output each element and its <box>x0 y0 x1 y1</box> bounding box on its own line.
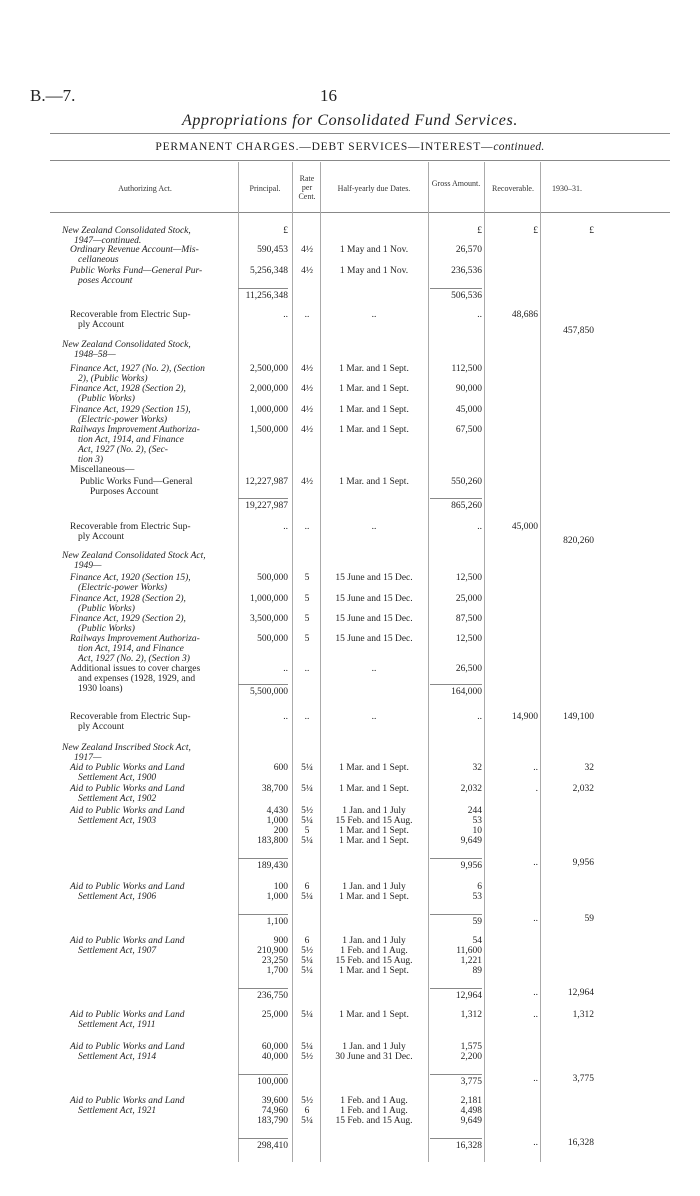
row-act-text: Settlement Act, 1914 <box>78 1052 157 1062</box>
due-dates-cell: 1 Jan. and 1 July <box>342 806 406 816</box>
row-act-text: Finance Act, 1928 (Section 2), <box>70 384 186 394</box>
year-amount-cell: 457,850 <box>563 326 594 336</box>
year-amount-cell: 9,956 <box>572 858 594 868</box>
gross-amount-cell: 53 <box>472 816 482 826</box>
principal-cell: 183,800 <box>257 836 288 846</box>
principal-cell: £ <box>283 226 288 236</box>
row-act-text: 1917— <box>74 753 102 763</box>
rate-cell: 5 <box>304 614 310 624</box>
row-act-text: 1930 loans) <box>78 684 123 694</box>
gross-amount-cell: .. <box>477 310 482 320</box>
rate-cell: 5 <box>304 573 310 583</box>
gross-amount-cell: 4,498 <box>460 1106 482 1116</box>
row-act-text: Aid to Public Works and Land <box>70 1042 185 1052</box>
row-act-text: Aid to Public Works and Land <box>70 936 185 946</box>
rate-cell: 5¼ <box>301 836 313 846</box>
gross-amount-cell: 6 <box>477 882 482 892</box>
principal-cell: .. <box>283 664 288 674</box>
row-act-text: tion Act, 1914, and Finance <box>78 644 184 654</box>
principal-cell: 1,000,000 <box>250 405 288 415</box>
due-dates-cell: 1 Feb. and 1 Aug. <box>340 946 408 956</box>
recoverable-cell: 45,000 <box>511 522 538 532</box>
rate-cell: 4½ <box>301 425 313 435</box>
row-act-text: Aid to Public Works and Land <box>70 1010 185 1020</box>
gross-amount-cell: £ <box>477 226 482 236</box>
year-amount-cell: 820,260 <box>563 536 594 546</box>
principal-cell: 900 <box>273 936 288 946</box>
principal-cell: 1,000,000 <box>250 594 288 604</box>
row-act-text: New Zealand Consolidated Stock, <box>62 340 191 350</box>
page-number: 16 <box>320 86 337 105</box>
principal-cell: 60,000 <box>261 1042 288 1052</box>
year-amount-cell: 2,032 <box>572 784 594 794</box>
due-dates-cell: 1 Mar. and 1 Sept. <box>339 364 409 374</box>
gross-amount-cell: 12,964 <box>430 988 482 1001</box>
gross-amount-cell: 865,260 <box>430 498 482 511</box>
gross-amount-cell: 53 <box>472 892 482 902</box>
row-act-text: 1949— <box>74 561 102 571</box>
year-amount-cell: 32 <box>584 763 594 773</box>
row-act-text: Aid to Public Works and Land <box>70 882 185 892</box>
due-dates-cell: .. <box>371 664 377 674</box>
rate-cell: 4½ <box>301 266 313 276</box>
rate-cell: 5¼ <box>301 816 313 826</box>
row-act-text: Railways Improvement Authoriza- <box>70 634 200 644</box>
row-act-text: Aid to Public Works and Land <box>70 1096 185 1106</box>
rate-cell: 5½ <box>301 1052 313 1062</box>
row-act-text: (Public Works) <box>78 604 135 614</box>
principal-cell: 38,700 <box>261 784 288 794</box>
rate-cell: 6 <box>304 1106 310 1116</box>
recoverable-cell: £ <box>533 226 538 236</box>
principal-cell: 590,453 <box>257 245 288 255</box>
gross-amount-cell: 89 <box>472 966 482 976</box>
gross-amount-cell: 506,536 <box>430 288 482 301</box>
rate-cell: 5¼ <box>301 1116 313 1126</box>
due-dates-cell: 15 June and 15 Dec. <box>335 634 413 644</box>
rate-cell: 5 <box>304 826 310 836</box>
year-amount-cell: 3,775 <box>572 1074 594 1084</box>
rate-cell: 4½ <box>301 245 313 255</box>
principal-cell: 500,000 <box>257 573 288 583</box>
subtitle-text: PERMANENT CHARGES.—DEBT SERVICES—INTEREST— <box>155 141 494 153</box>
principal-cell: 1,100 <box>238 914 288 927</box>
recoverable-cell: .. <box>533 763 538 773</box>
gross-amount-cell: 59 <box>430 914 482 927</box>
row-act-text: Additional issues to cover charges <box>70 664 201 674</box>
due-dates-cell: 1 Mar. and 1 Sept. <box>339 477 409 487</box>
due-dates-cell: 15 June and 15 Dec. <box>335 594 413 604</box>
row-act-text: Settlement Act, 1902 <box>78 794 157 804</box>
due-dates-cell: 1 Feb. and 1 Aug. <box>340 1106 408 1116</box>
row-act-text: Recoverable from Electric Sup- <box>70 522 191 532</box>
row-act-text: Settlement Act, 1900 <box>78 773 157 783</box>
row-act-text: Ordinary Revenue Account—Mis- <box>70 245 199 255</box>
year-amount-cell: 149,100 <box>563 712 594 722</box>
row-act-text: Miscellaneous— <box>70 465 135 475</box>
row-act-text: Aid to Public Works and Land <box>70 763 185 773</box>
due-dates-cell: 1 Mar. and 1 Sept. <box>339 836 409 846</box>
rate-cell: 5½ <box>301 1096 313 1106</box>
row-act-text: Finance Act, 1928 (Section 2), <box>70 594 186 604</box>
principal-cell: 1,500,000 <box>250 425 288 435</box>
row-act-text: Aid to Public Works and Land <box>70 784 185 794</box>
row-act-text: cellaneous <box>78 255 119 265</box>
gross-amount-cell: 2,181 <box>460 1096 482 1106</box>
row-act-text: Public Works Fund—General <box>80 477 193 487</box>
principal-cell: 19,227,987 <box>238 498 288 511</box>
due-dates-cell: 1 Jan. and 1 July <box>342 936 406 946</box>
column-divider <box>540 162 541 1162</box>
due-dates-cell: 1 Feb. and 1 Aug. <box>340 1096 408 1106</box>
principal-cell: 23,250 <box>261 956 288 966</box>
principal-cell: 74,960 <box>261 1106 288 1116</box>
recoverable-cell: .. <box>533 1074 538 1084</box>
principal-cell: 1,000 <box>266 816 288 826</box>
row-act-text: 2), (Public Works) <box>78 374 148 384</box>
recoverable-cell: 48,686 <box>511 310 538 320</box>
gross-amount-cell: 244 <box>467 806 482 816</box>
due-dates-cell: 1 May and 1 Nov. <box>339 245 409 255</box>
row-act-text: Settlement Act, 1921 <box>78 1106 157 1116</box>
recoverable-cell: 14,900 <box>511 712 538 722</box>
header-top-rule <box>50 160 670 161</box>
gross-amount-cell: 1,575 <box>460 1042 482 1052</box>
rate-cell: 5 <box>304 634 310 644</box>
row-act-text: Finance Act, 1927 (No. 2), (Section <box>70 364 205 374</box>
principal-cell: 4,430 <box>266 806 288 816</box>
gross-amount-cell: 87,500 <box>455 614 482 624</box>
gross-amount-cell: 26,500 <box>455 664 482 674</box>
rate-cell: 4½ <box>301 477 313 487</box>
rate-cell: 5¼ <box>301 1010 313 1020</box>
due-dates-cell: 1 Jan. and 1 July <box>342 882 406 892</box>
principal-cell: 236,750 <box>238 988 288 1001</box>
rate-cell: .. <box>304 712 310 722</box>
principal-cell: .. <box>283 712 288 722</box>
principal-cell: 500,000 <box>257 634 288 644</box>
row-act-text: Purposes Account <box>90 487 159 497</box>
row-act-text: Finance Act, 1929 (Section 2), <box>70 614 186 624</box>
due-dates-cell: 1 Mar. and 1 Sept. <box>339 425 409 435</box>
due-dates-cell: 15 Feb. and 15 Aug. <box>335 816 413 826</box>
principal-cell: 2,000,000 <box>250 384 288 394</box>
principal-cell: 1,000 <box>266 892 288 902</box>
due-dates-cell: 1 Mar. and 1 Sept. <box>339 384 409 394</box>
column-divider <box>484 162 485 1162</box>
due-dates-cell: .. <box>371 522 377 532</box>
gross-amount-cell: 67,500 <box>455 425 482 435</box>
year-amount-cell: £ <box>589 226 594 236</box>
gross-amount-cell: 32 <box>472 763 482 773</box>
principal-cell: 12,227,987 <box>245 477 288 487</box>
due-dates-cell: 15 Feb. and 15 Aug. <box>335 1116 413 1126</box>
rate-cell: 5¼ <box>301 784 313 794</box>
row-act-text: Railways Improvement Authoriza- <box>70 425 200 435</box>
principal-cell: 1,700 <box>266 966 288 976</box>
due-dates-cell: 1 Mar. and 1 Sept. <box>339 763 409 773</box>
row-act-text: New Zealand Inscribed Stock Act, <box>62 743 191 753</box>
principal-cell: .. <box>283 310 288 320</box>
gross-amount-cell: 236,536 <box>451 266 482 276</box>
recoverable-cell: .. <box>533 1138 538 1148</box>
due-dates-cell: 1 Mar. and 1 Sept. <box>339 966 409 976</box>
row-act-text: ply Account <box>78 320 125 330</box>
rate-cell: .. <box>304 310 310 320</box>
rate-cell: 5½ <box>301 806 313 816</box>
gross-amount-cell: 9,956 <box>430 858 482 871</box>
row-act-text: ply Account <box>78 532 125 542</box>
rate-cell: .. <box>304 522 310 532</box>
section-subtitle <box>0 141 700 153</box>
gross-amount-cell: 54 <box>472 936 482 946</box>
page-title: Appropriations for Consolidated Fund Services. <box>182 112 518 129</box>
row-act-text: New Zealand Consolidated Stock Act, <box>62 551 206 561</box>
principal-cell: 210,900 <box>257 946 288 956</box>
rate-cell: 6 <box>304 882 310 892</box>
recoverable-cell: .. <box>533 988 538 998</box>
gross-amount-cell: 550,260 <box>451 477 482 487</box>
principal-cell: 298,410 <box>238 1138 288 1151</box>
gross-amount-cell: 1,221 <box>460 956 482 966</box>
gross-amount-cell: 12,500 <box>455 634 482 644</box>
gross-amount-cell: 12,500 <box>455 573 482 583</box>
principal-cell: 25,000 <box>261 1010 288 1020</box>
column-header-principal: Principal. <box>249 184 281 193</box>
recoverable-cell: .. <box>533 914 538 924</box>
gross-amount-cell: 11,600 <box>456 946 482 956</box>
principal-cell: 100 <box>273 882 288 892</box>
row-act-text: (Electric-power Works) <box>78 415 168 425</box>
due-dates-cell: 1 Mar. and 1 Sept. <box>339 784 409 794</box>
rate-cell: 5½ <box>301 946 313 956</box>
gross-amount-cell: 90,000 <box>455 384 482 394</box>
due-dates-cell: 1 Jan. and 1 July <box>342 1042 406 1052</box>
gross-amount-cell: 112,500 <box>451 364 482 374</box>
column-header-gross: Gross Amount. <box>431 179 481 188</box>
row-act-text: Settlement Act, 1911 <box>78 1020 156 1030</box>
row-act-text: Recoverable from Electric Sup- <box>70 310 191 320</box>
year-amount-cell: 16,328 <box>567 1138 594 1148</box>
gross-amount-cell: 164,000 <box>430 684 482 697</box>
recoverable-cell: . <box>535 784 538 794</box>
due-dates-cell: 1 Mar. and 1 Sept. <box>339 405 409 415</box>
row-act-text: Act, 1927 (No. 2), (Section 3) <box>78 654 190 664</box>
principal-cell: 600 <box>273 763 288 773</box>
row-act-text: poses Account <box>78 276 133 286</box>
due-dates-cell: .. <box>371 712 377 722</box>
principal-cell: 5,256,348 <box>250 266 288 276</box>
principal-cell: 40,000 <box>261 1052 288 1062</box>
year-amount-cell: 1,312 <box>572 1010 594 1020</box>
header-bottom-rule <box>50 212 670 213</box>
gross-amount-cell: 2,200 <box>460 1052 482 1062</box>
recoverable-cell: .. <box>533 858 538 868</box>
due-dates-cell: 1 Mar. and 1 Sept. <box>339 826 409 836</box>
gross-amount-cell: 9,649 <box>460 836 482 846</box>
principal-cell: .. <box>283 522 288 532</box>
due-dates-cell: 15 Feb. and 15 Aug. <box>335 956 413 966</box>
due-dates-cell: 1 May and 1 Nov. <box>339 266 409 276</box>
column-divider <box>320 162 321 1162</box>
rate-cell: 4½ <box>301 364 313 374</box>
gross-amount-cell: 25,000 <box>455 594 482 604</box>
row-act-text: (Public Works) <box>78 624 135 634</box>
due-dates-cell: 30 June and 31 Dec. <box>335 1052 413 1062</box>
due-dates-cell: 15 June and 15 Dec. <box>335 614 413 624</box>
column-header-act: Authorizing Act. <box>118 184 172 193</box>
recoverable-cell: .. <box>533 1010 538 1020</box>
row-act-text: 1948–58— <box>74 350 116 360</box>
principal-cell: 189,430 <box>238 858 288 871</box>
rate-cell: 4½ <box>301 405 313 415</box>
column-header-year: 1930–31. <box>552 184 582 193</box>
row-act-text: tion 3) <box>78 455 104 465</box>
document-reference: B.—7. <box>30 86 76 105</box>
gross-amount-cell: 26,570 <box>455 245 482 255</box>
principal-cell: 39,600 <box>261 1096 288 1106</box>
due-dates-cell: 15 June and 15 Dec. <box>335 573 413 583</box>
rate-cell: 5¼ <box>301 892 313 902</box>
row-act-text: tion Act, 1914, and Finance <box>78 435 184 445</box>
column-header-rate: Rate per Cent. <box>298 174 316 201</box>
row-act-text: Finance Act, 1929 (Section 15), <box>70 405 191 415</box>
rate-cell: .. <box>304 664 310 674</box>
column-divider <box>428 162 429 1162</box>
row-act-text: New Zealand Consolidated Stock, <box>62 226 191 236</box>
column-divider <box>292 162 293 1162</box>
gross-amount-cell: .. <box>477 712 482 722</box>
row-act-text: and expenses (1928, 1929, and <box>78 674 196 684</box>
gross-amount-cell: 3,775 <box>430 1074 482 1087</box>
row-act-text: Recoverable from Electric Sup- <box>70 712 191 722</box>
row-act-text: Public Works Fund—General Pur- <box>70 266 203 276</box>
row-act-text: 1947—continued. <box>74 236 142 246</box>
gross-amount-cell: 16,328 <box>430 1138 482 1151</box>
due-dates-cell: 1 Mar. and 1 Sept. <box>339 1010 409 1020</box>
row-act-text: ply Account <box>78 722 125 732</box>
principal-cell: 200 <box>273 826 288 836</box>
rate-cell: 5 <box>304 594 310 604</box>
title-rule <box>50 133 670 134</box>
row-act-text: Aid to Public Works and Land <box>70 806 185 816</box>
rate-cell: 5¼ <box>301 956 313 966</box>
row-act-text: (Public Works) <box>78 394 135 404</box>
principal-cell: 5,500,000 <box>238 684 288 697</box>
principal-cell: 183,790 <box>257 1116 288 1126</box>
gross-amount-cell: 2,032 <box>460 784 482 794</box>
row-act-text: Settlement Act, 1907 <box>78 946 157 956</box>
year-amount-cell: 12,964 <box>567 988 594 998</box>
due-dates-cell: .. <box>371 310 377 320</box>
row-act-text: Settlement Act, 1906 <box>78 892 157 902</box>
year-amount-cell: 59 <box>584 914 594 924</box>
principal-cell: 3,500,000 <box>250 614 288 624</box>
principal-cell: 100,000 <box>238 1074 288 1087</box>
row-act-text: (Electric-power Works) <box>78 583 168 593</box>
subtitle-continued: continued. <box>493 141 545 153</box>
page-header <box>0 86 700 106</box>
rate-cell: 4½ <box>301 384 313 394</box>
principal-cell: 11,256,348 <box>238 288 288 301</box>
gross-amount-cell: 10 <box>472 826 482 836</box>
gross-amount-cell: .. <box>477 522 482 532</box>
row-act-text: Finance Act, 1920 (Section 15), <box>70 573 191 583</box>
rate-cell: 6 <box>304 936 310 946</box>
gross-amount-cell: 9,649 <box>460 1116 482 1126</box>
rate-cell: 5¼ <box>301 1042 313 1052</box>
gross-amount-cell: 45,000 <box>455 405 482 415</box>
principal-cell: 2,500,000 <box>250 364 288 374</box>
column-header-dates: Half-yearly due Dates. <box>337 184 411 193</box>
due-dates-cell: 1 Mar. and 1 Sept. <box>339 892 409 902</box>
row-act-text: Act, 1927 (No. 2), (Sec- <box>78 445 168 455</box>
gross-amount-cell: 1,312 <box>460 1010 482 1020</box>
column-header-recoverable: Recoverable. <box>492 184 534 193</box>
rate-cell: 5¼ <box>301 966 313 976</box>
rate-cell: 5¼ <box>301 763 313 773</box>
row-act-text: Settlement Act, 1903 <box>78 816 157 826</box>
